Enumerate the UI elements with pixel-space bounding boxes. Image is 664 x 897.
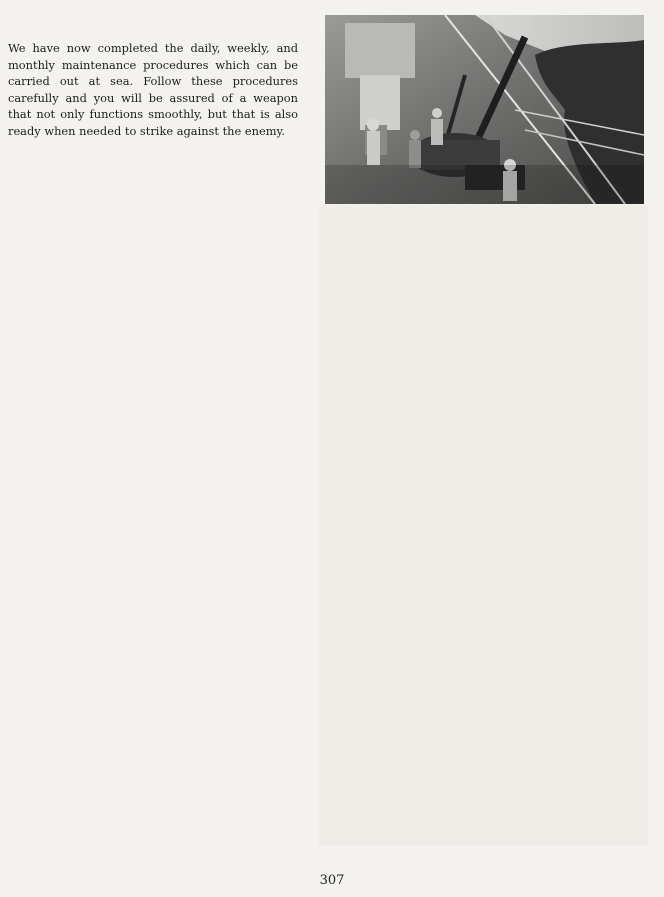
- show-through-area: [318, 205, 648, 845]
- photograph: [325, 15, 644, 204]
- page-number: 307: [319, 873, 345, 888]
- naval-gun-crew-photo-icon: [325, 15, 644, 204]
- body-paragraph: We have now completed the daily, weekly, and monthly maintenance procedures which can be carried out at sea. Follow these procedures carefully and you will be assured of a weapon that not only functions smoothly, but that is also ready when needed to strike against the enemy.: [8, 41, 298, 138]
